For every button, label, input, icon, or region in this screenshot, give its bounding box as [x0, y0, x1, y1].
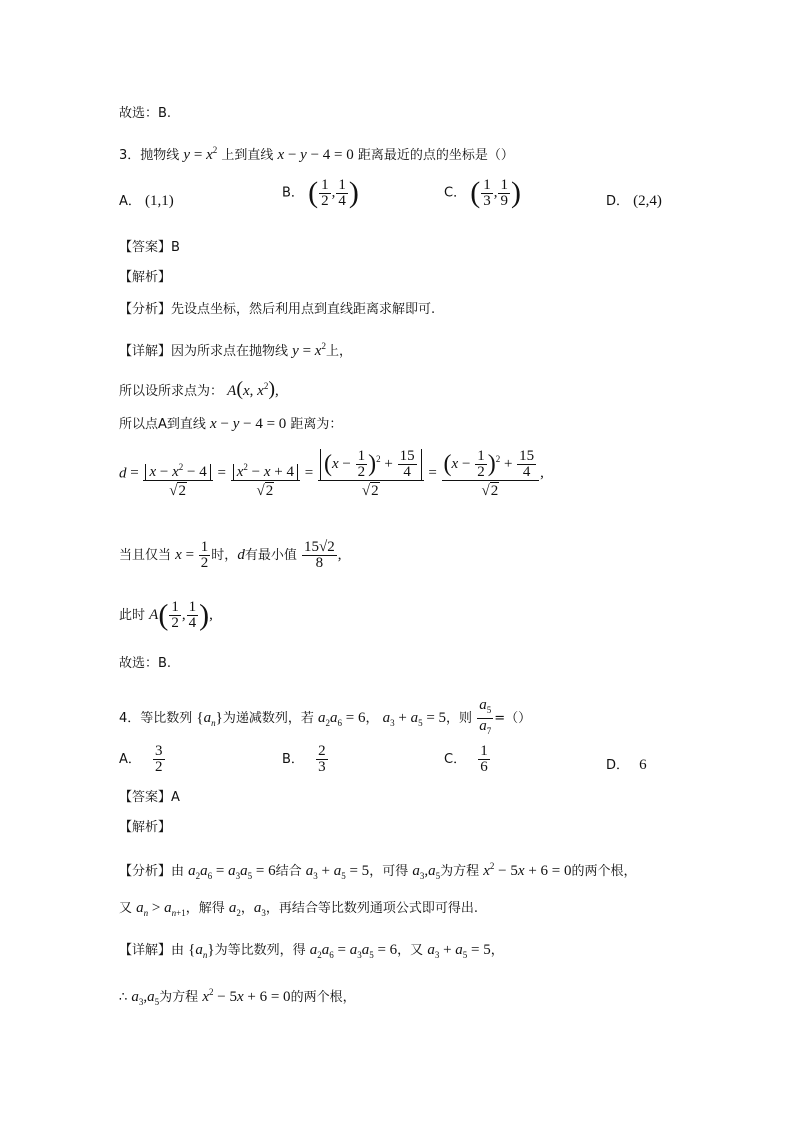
- question-3-stem: 3．抛物线 $y = x^2$ 上到直线 x − y − 4 = 0 距离最近的点的坐标是（）: [119, 145, 514, 163]
- q4-analysis-2: 又 $a_n > a_{n+1}$，解得 $a_2$，$a_3$，再结合等比数列通项公式即可得出.: [119, 900, 479, 918]
- q4-option-a: A． $\frac{3}{2}$: [119, 743, 163, 775]
- analysis-summary: 【分析】先设点坐标，然后利用点到直线距离求解即可.: [119, 302, 436, 317]
- q4-option-b: B． $\frac{2}{3}$: [282, 743, 326, 775]
- detail-line-5: 此时 A( $\frac{1}{2}$ , $\frac{1}{4}$ ),: [119, 598, 213, 632]
- option-d: D． (2,4): [606, 193, 662, 209]
- option-b: B． ( $\frac{1}{2}$ , $\frac{1}{4}$ ): [282, 176, 359, 209]
- q4-option-c: C． $\frac{1}{6}$: [444, 743, 488, 775]
- detail-line-4: 当且仅当 x = $\frac{1}{2}$ 时，d有最小值 $\frac{15√2}{8}$ ,: [119, 539, 342, 571]
- detail-line-3: 所以点A到直线 x − y − 4 = 0 距离为：: [119, 416, 343, 432]
- q4-analysis-1: 【分析】由 $a_2a_6 = a_3a_5 = 6$结合 $a_3 + a_5 = 5$，可得 $a_3,a_5$为方程 $x^2 - 5x + 6 = 0$的两个根，: [119, 861, 637, 881]
- detail-line-1: 【详解】因为所求点在抛物线 $y = x^2$上，: [119, 341, 352, 359]
- conclusion-3: 故选：B.: [119, 656, 172, 671]
- option-a: A． (1,1): [119, 193, 174, 209]
- q4-answer-tag: 【答案】A: [119, 790, 180, 805]
- q4-detail-2: ∴ $a_3,a_5$为方程 $x^2 - 5x + 6 = 0$的两个根，: [119, 987, 356, 1007]
- detail-line-2: 所以设所求点为： A(x, $x^2$),: [119, 378, 279, 400]
- q4-option-d: D． 6: [606, 757, 647, 773]
- question-4-stem: 4．等比数列 $\{a_n\}$为递减数列，若 $a_2a_6 = 6$， $a_3 + a_5 = 5$，则 $\frac{a_5}{a_7}$ =（）: [119, 697, 532, 736]
- distance-formula: d = $\frac{x - x^2 - 4}{√2}$ = $\frac{x^2 - x + 4}{√2}$ = (x − $\frac{1}{2}$ )$^2$ + $\frac{15}{4}$ √2 = (x − $\frac{1}{2}$ )$^2$ + $\frac{15}{4}$ √2 ,: [119, 447, 544, 499]
- option-c: C． ( $\frac{1}{3}$ , $\frac{1}{9}$ ): [444, 176, 521, 209]
- q4-analysis-tag: 【解析】: [119, 820, 172, 835]
- answer-conclusion: 故选：B.: [119, 106, 172, 121]
- q4-detail-1: 【详解】由 $\{a_n\}$为等比数列，得 $a_2a_6 = a_3a_5 = 6$，又 $a_3 + a_5 = 5$，: [119, 942, 504, 960]
- answer-tag: 【答案】B: [119, 240, 180, 255]
- analysis-tag: 【解析】: [119, 270, 172, 285]
